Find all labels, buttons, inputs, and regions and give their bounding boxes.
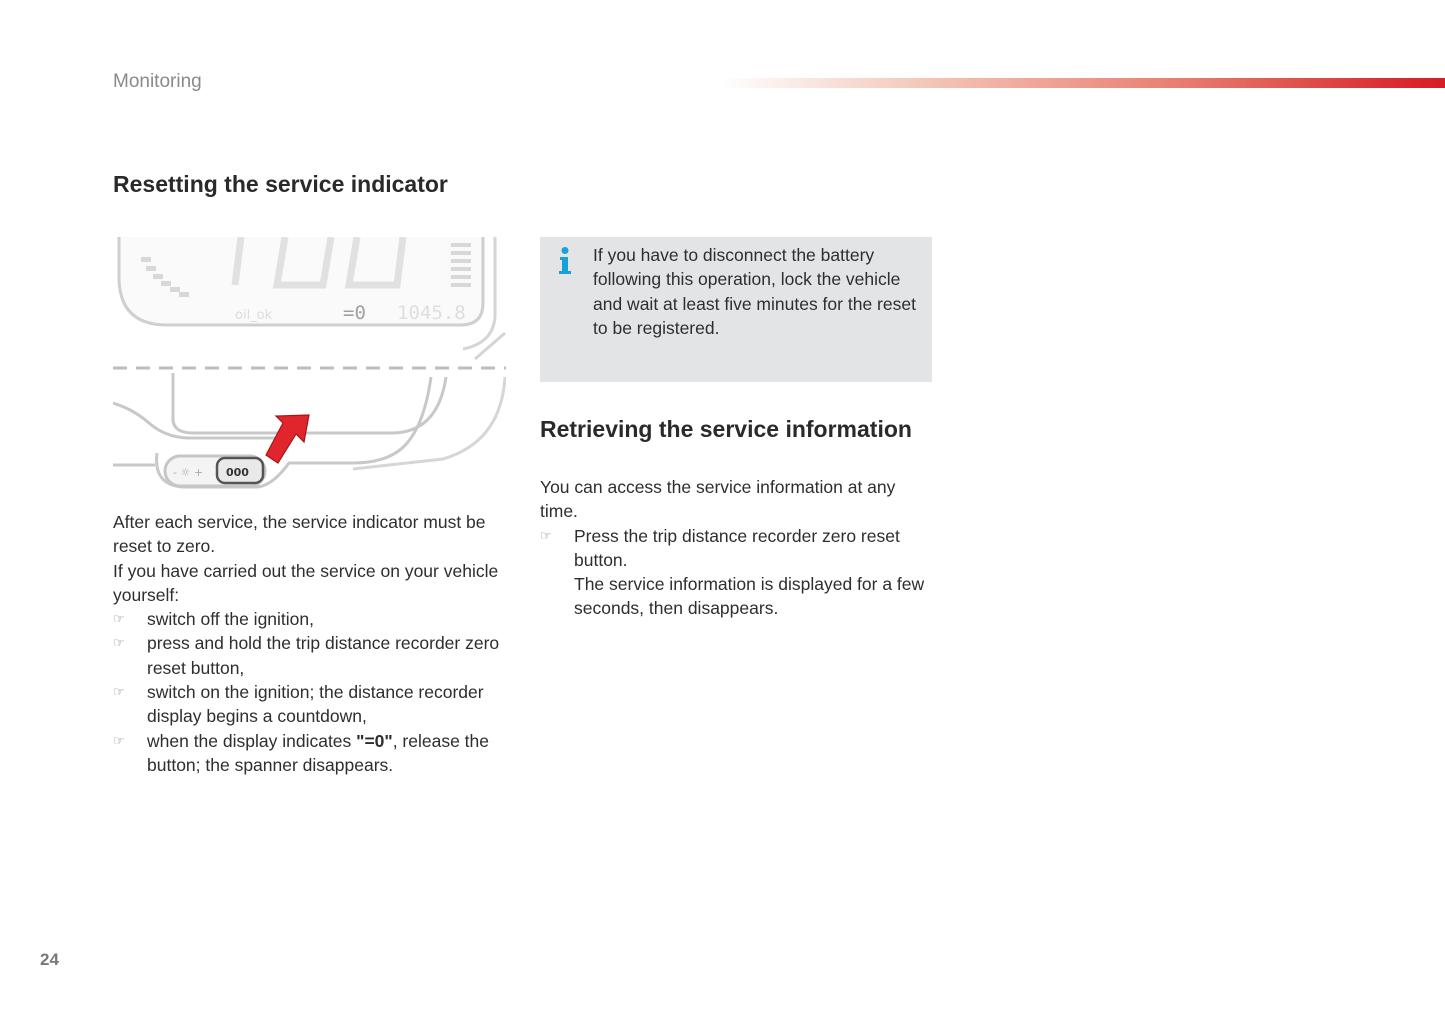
list-item	[113, 680, 513, 729]
step-text: , release the button; the spanner disappears.	[147, 730, 490, 775]
list-item	[113, 607, 513, 631]
display-reset-readout: =0	[343, 302, 366, 324]
svg-text:- ☼ +: - ☼ +	[173, 466, 204, 479]
info-box	[540, 237, 932, 382]
pointing-hand-icon: ☞	[113, 684, 125, 700]
list-item	[113, 631, 513, 680]
pointing-hand-icon: ☞	[540, 527, 552, 543]
retrieving-steps-list	[540, 524, 932, 621]
step-text: switch off the ignition,	[147, 609, 314, 630]
intro-paragraph-2: If you have carried out the service on your vehicle yourself:	[113, 560, 499, 605]
pointing-hand-icon: ☞	[113, 635, 125, 651]
step-text: switch on the ignition; the distance recorder display begins a countdown,	[147, 682, 484, 727]
trip-reset-button-label: 000	[226, 466, 249, 479]
retrieving-title: Retrieving the service information	[540, 416, 912, 442]
step-text: when the display indicates	[147, 730, 357, 751]
step-text: Press the trip distance recorder zero reset button.	[574, 525, 900, 570]
dashboard-illustration	[113, 237, 506, 495]
pointing-hand-icon: ☞	[113, 732, 125, 748]
retrieving-instructions	[540, 475, 932, 621]
info-icon	[557, 246, 573, 276]
intro-paragraph: After each service, the service indicator must be reset to zero.	[113, 512, 486, 557]
step-note: The service information is displayed for a few seconds, then disappears.	[574, 574, 925, 619]
retrieving-intro: You can access the service information at any time.	[540, 477, 896, 522]
page-number: 24	[40, 950, 59, 969]
list-item	[540, 524, 932, 621]
section-label: Monitoring	[113, 71, 202, 92]
display-oil-label: oil_ok	[235, 308, 273, 323]
info-text: If you have to disconnect the battery following this operation, lock the vehicle and wait at least five minutes for the reset to be registered.	[593, 245, 916, 338]
step-bold-value: "=0"	[356, 730, 393, 751]
list-item	[113, 729, 513, 778]
step-text: press and hold the trip distance recorder zero reset button,	[147, 633, 500, 678]
page-title: Resetting the service indicator	[113, 171, 448, 197]
display-odometer-readout: 1045.8	[397, 302, 466, 324]
header-accent-bar	[720, 78, 1445, 88]
reset-steps-list	[113, 607, 513, 777]
reset-instructions	[113, 510, 513, 777]
pointing-hand-icon: ☞	[113, 611, 125, 627]
